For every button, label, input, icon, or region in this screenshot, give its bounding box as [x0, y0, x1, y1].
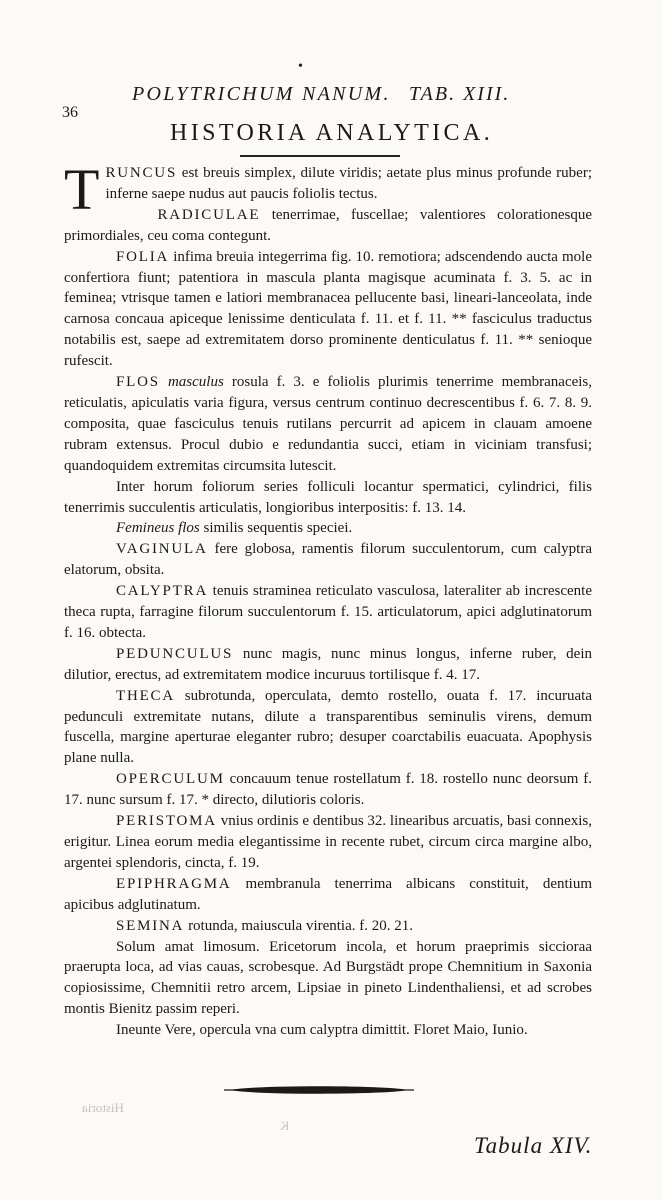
bleedthrough-text: Historia	[82, 1100, 124, 1115]
paragraph-lead: PEDUNCULUS	[116, 645, 234, 662]
paragraph-italic: masculus	[167, 374, 224, 391]
paragraph-text: Ineunte Vere, opercula vna cum calyptra dimittit. Floret Maio, Iunio.	[116, 1022, 528, 1039]
section-title: HISTORIA ANALYTICA.	[170, 120, 494, 146]
paragraph-lead: EPIPHRAGMA	[116, 875, 232, 892]
running-title: POLYTRICHUM NANUM.	[132, 83, 391, 105]
paragraph-text: similis sequentis speciei.	[199, 520, 353, 537]
paragraph-inter	[64, 477, 592, 519]
paragraph-calyptra	[64, 581, 592, 644]
paragraph-lead: VAGINULA	[116, 541, 208, 558]
catchword: Tabula XIV.	[474, 1133, 593, 1158]
paragraph-lead: CALYPTRA	[116, 583, 209, 600]
paragraph-text: infima breuia integerrima fig. 10. remotiora; adscendendo aucta mole confertiora fiunt; patentiora in mascula planta magisque acuminata f. 3. 5. ac in feminea; vtrisque tamen e latiori membranacea pellucente basi, lineari-lanceolata, inde carnosa concaua apiceque lenissime denticulata f. 11. et f. 11. ** fasciculus traductus notabilis est, saepe ad extremitatem dorso prominente denticulatus f. 11. ** senioque rufescit.	[64, 248, 592, 370]
paragraph-radiculae	[64, 205, 592, 247]
bleedthrough-text: K	[280, 1118, 290, 1133]
paragraph-semina	[64, 916, 592, 937]
paragraph-lead: RADICULAE	[157, 206, 261, 223]
paragraph-text: fere globosa, ramentis filorum succulentorum, cum calyptra elatorum, obsita.	[64, 541, 592, 579]
paragraph-peristoma	[64, 811, 592, 874]
body-text	[64, 157, 593, 1041]
page-number: 36	[62, 104, 78, 121]
paragraph-text: tenuis straminea reticulato vasculosa, lateraliter ab increscente theca rupta, farragine filorum succulentorum f. 15. articulatorum, apici adglutinatorum f. 16. obtecta.	[64, 583, 592, 641]
paragraph-text: nunc magis, nunc minus longus, inferne ruber, dein dilutior, erectus, ad extremitatem modice incuruus tortilisque f. 4. 17.	[64, 645, 592, 683]
paragraph-epiphragma	[64, 874, 592, 916]
paragraph-flos	[64, 372, 592, 477]
title-rule	[240, 155, 400, 157]
paragraph-pedunculus	[64, 644, 592, 686]
paragraph-text: Inter horum foliorum series folliculi locantur spermatici, cylindrici, filis tenerrimis succulentis articulatis, longioribus interpositis: f. 13. 14.	[64, 478, 592, 516]
paragraph-lead: OPERCULUM	[116, 771, 225, 788]
paragraph-lead: PERISTOMA	[116, 813, 217, 830]
plate-reference: TAB. XIII.	[409, 83, 511, 105]
paragraph-lead: FOLIA	[116, 248, 170, 265]
paragraph-solum	[64, 937, 592, 1021]
paragraph-theca	[64, 686, 592, 770]
paragraph-femineus	[64, 518, 592, 539]
paragraph-italic: Femineus flos	[116, 520, 200, 537]
top-mark: •	[298, 59, 303, 74]
paragraph-text: subrotunda, operculata, demto rostello, ouata f. 17. incuruata pedunculi extremitate nutans, dilute a transparentibus seminulis virens, demum fuscella, margine aperturae eleganter rubro; desuper coarctabilis euacuata. Apophysis plane nulla.	[64, 687, 592, 767]
paragraph-folia	[64, 247, 592, 372]
ornamental-rule	[224, 1083, 414, 1097]
paragraph-text: rotunda, maiuscula virentia. f. 20. 21.	[184, 917, 414, 934]
paragraph-operculum	[64, 769, 592, 811]
paragraph-lead: FLOS	[116, 374, 160, 391]
paragraph-text: membranula tenerrima albicans constituit, dentium apicibus adglutinatum.	[64, 875, 592, 913]
paragraph-text: tenerrimae, fuscellae; valentiores colorationesque primordiales, ceu coma contegunt.	[64, 206, 592, 244]
paragraph-vaginula	[64, 539, 592, 581]
drop-cap: T	[64, 157, 100, 222]
paragraph-text: vnius ordinis e dentibus 32. linearibus arcuatis, basi connexis, erigitur. Linea eorum media elegantissime in recente rubet, circum circa margine albo, argentei splendoris, cincta, f. 19.	[64, 813, 592, 871]
paragraph-lead: SEMINA	[116, 917, 185, 934]
paragraph-text: rosula f. 3. e foliolis plurimis tenerrime membranaceis, reticulatis, apiculatis varia figura, versus centrum continuo decrescentibus f. 6. 7. 8. 9. composita, quae fasciculus tenuis rutilans percurrit ad apicem in clauam amoene rubram extensus. Procul dubio e redundantia succi, etiam in viciniam transfusi; quandoquidem extremitas circumsita lutescit.	[64, 374, 593, 474]
paragraph-ineunte	[64, 1020, 592, 1041]
page-header	[62, 80, 542, 121]
paragraph-text: est breuis simplex, dilute viridis; aetate plus minus profunde ruber; inferne saepe nudus aut paucis foliolis tectus.	[105, 165, 592, 202]
paragraph-text: concauum tenue rostellatum f. 18. rostello nunc deorsum f. 17. nunc sursum f. 17. * directo, dilutioris coloris.	[64, 771, 592, 809]
paragraph-lead: RUNCUS	[105, 165, 178, 181]
paragraph-lead: THECA	[116, 687, 175, 704]
paragraph-text: Solum amat limosum. Ericetorum incola, et horum praeprimis siccioraa praerupta loca, ad vias cauas, scrobesque. Ad Burgstädt prope Chemnitium in Saxonia copiosissime, Chemnitii retro arcem, Lipsiae in pineto Lindenthaliensi, et ad scrobes montis Bienitz passim reperi.	[64, 938, 592, 1018]
